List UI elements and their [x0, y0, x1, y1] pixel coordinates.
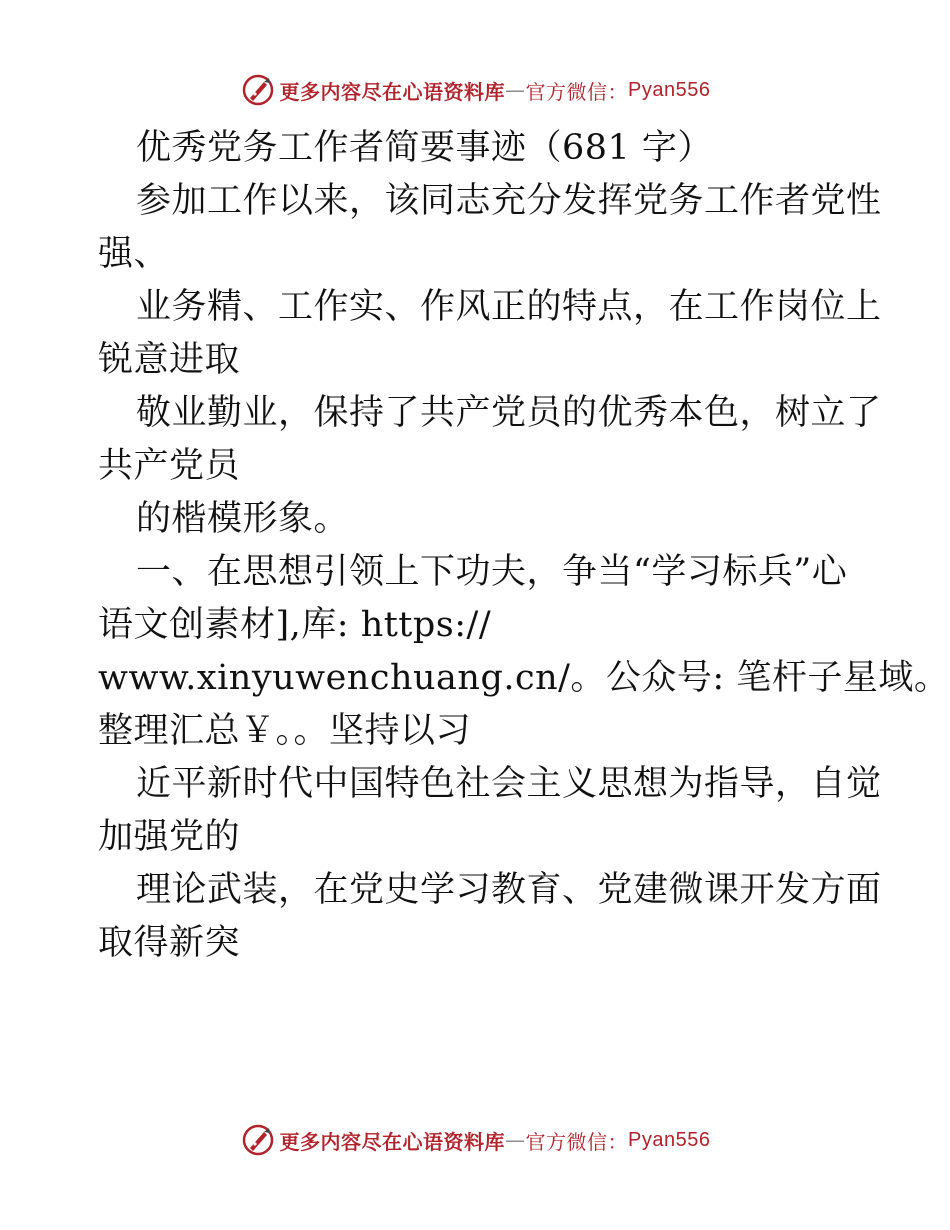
header-site-text: 更多内容尽在心语资料库 [279, 79, 506, 104]
header-separator: — [505, 78, 526, 102]
document-body [98, 122, 950, 970]
document-line: 加强党的 [98, 817, 241, 857]
document-line: 整理汇总￥。。坚持以习 [98, 711, 472, 751]
header-wechat-label: 官方微信： [525, 79, 629, 104]
header-banner [0, 70, 950, 110]
pen-nib-logo-icon [240, 72, 276, 108]
document-line: 语文创素材],库: https:// [98, 605, 492, 645]
pen-nib-logo-icon [240, 1122, 276, 1158]
document-line: 理论武装，在党史学习教育、党建微课开发方面 [136, 870, 882, 910]
header-wechat-id: Pyan556 [628, 78, 711, 101]
document-line: 共产党员 [98, 446, 241, 486]
document-line: 锐意进取 [98, 340, 241, 380]
document-line: www.xinyuwenchuang.cn/。公众号: 笔杆子星域。 [98, 658, 950, 698]
document-line: 业务精、工作实、作风正的特点，在工作岗位上 [136, 287, 882, 327]
document-line: 近平新时代中国特色社会主义思想为指导，自觉 [136, 764, 882, 804]
footer-site-text: 更多内容尽在心语资料库 [279, 1129, 506, 1154]
document-line: 敬业勤业，保持了共产党员的优秀本色，树立了 [136, 393, 882, 433]
document-line: 参加工作以来，该同志充分发挥党务工作者党性 [136, 181, 882, 221]
footer-banner [0, 1120, 950, 1160]
document-line: 优秀党务工作者简要事迹（681 字） [136, 128, 713, 168]
document-line: 强、 [98, 234, 170, 274]
document-line: 取得新突 [98, 923, 241, 963]
footer-separator: — [505, 1128, 526, 1152]
document-line: 的楷模形象。 [136, 499, 350, 539]
footer-wechat-id: Pyan556 [628, 1128, 711, 1151]
document-line: 一、在思想引领上下功夫，争当“学习标兵”心 [136, 552, 848, 592]
footer-wechat-label: 官方微信： [525, 1129, 629, 1154]
